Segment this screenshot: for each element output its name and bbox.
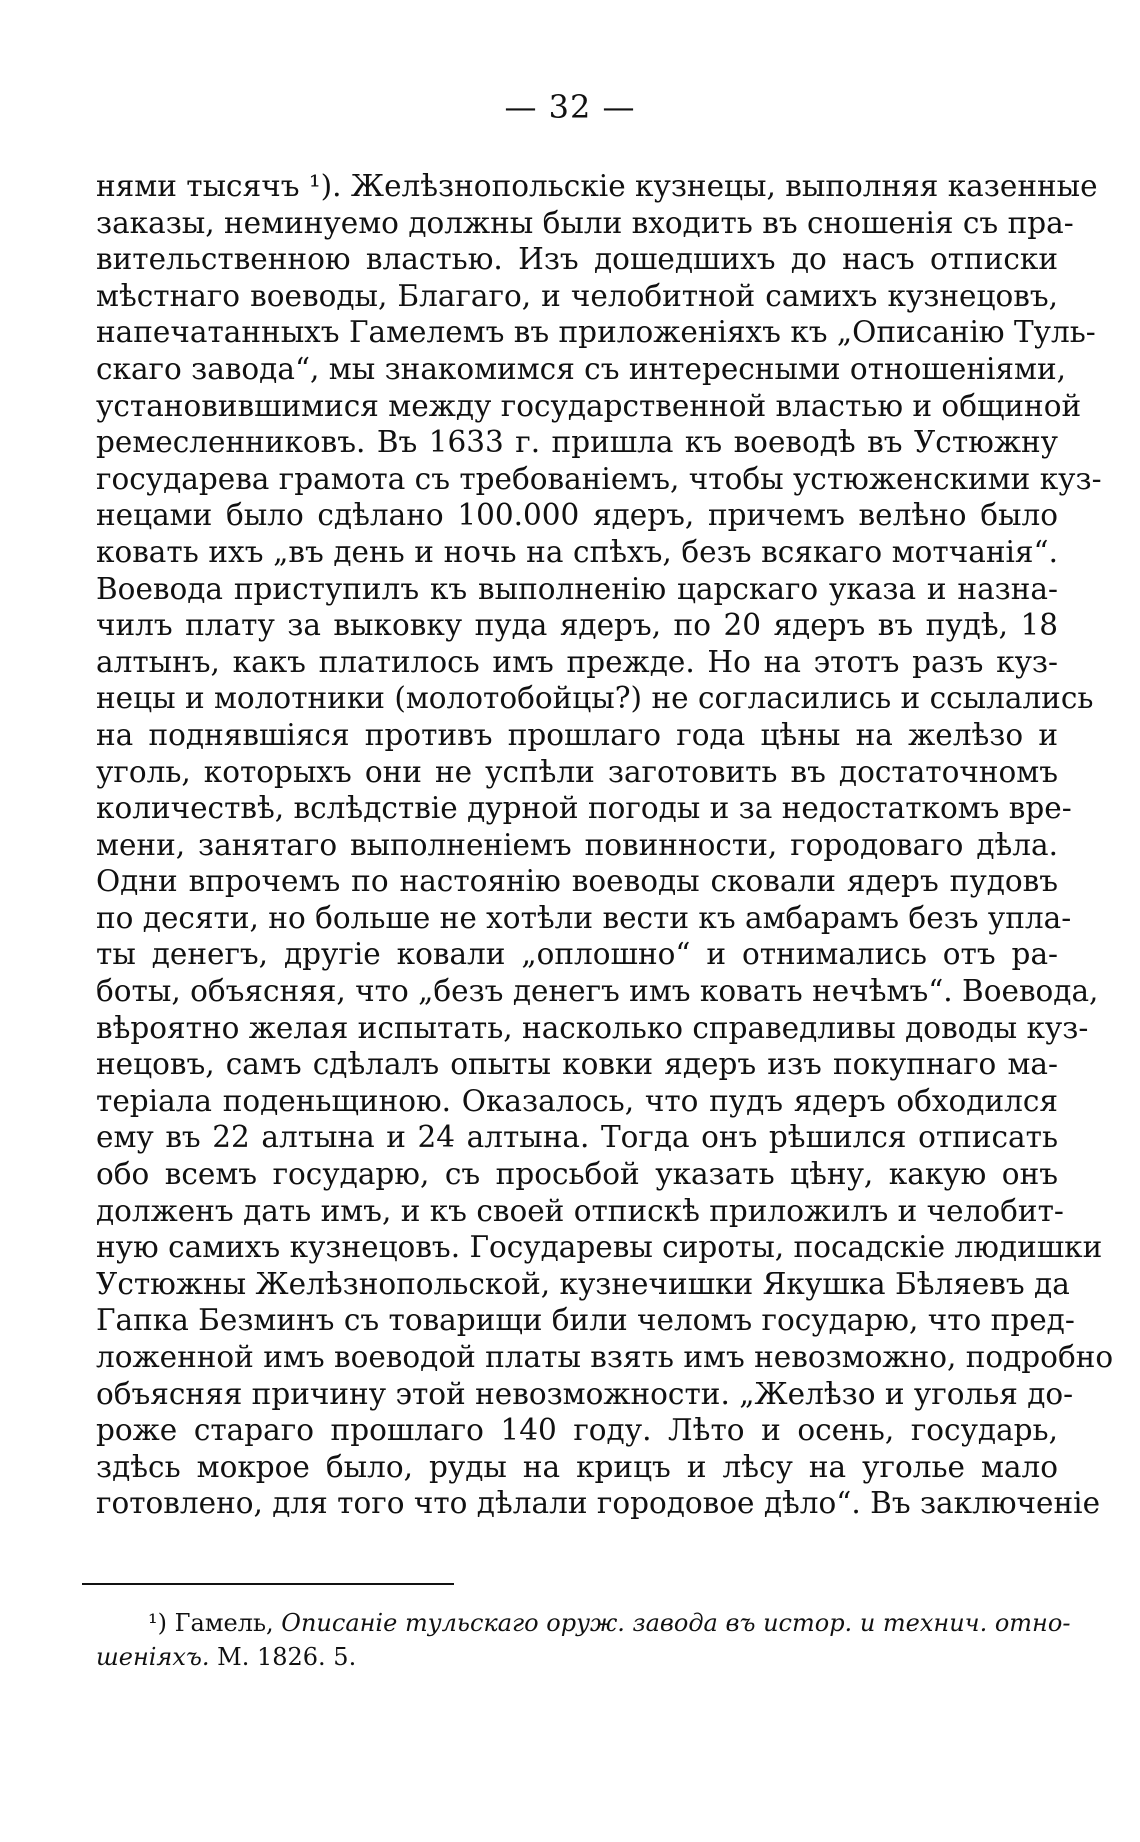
text-line: ложенной имъ воеводой платы взять имъ невозможно, подробно xyxy=(96,1340,1114,1374)
text-line: государева грамота съ требованіемъ, чтобы устюженскими куз- xyxy=(96,461,1102,496)
footnote-title-part2: шеніяхъ. xyxy=(96,1643,210,1671)
text-line: боты, объясняя, что „безъ денегъ имъ ковать нечѣмъ“. Воевода, xyxy=(96,974,1099,1009)
text-line: готовлено, для того что дѣлали городовое дѣло“. Въ заключеніе xyxy=(96,1486,1101,1521)
text-line: Устюжны Желѣзнопольской, кузнечишки Якушка Бѣляевъ да xyxy=(96,1266,1070,1301)
text-line: нецы и молотники (молотобойцы?) не согласились и ссылались xyxy=(96,681,1094,716)
text-line: вѣроятно желая испытать, насколько справедливы доводы куз- xyxy=(96,1010,1089,1045)
text-line: нецовъ, самъ сдѣлалъ опыты ковки ядеръ изъ покупнаго ма- xyxy=(96,1047,1058,1082)
text-line: долженъ дать имъ, и къ своей отпискѣ приложилъ и челобит- xyxy=(96,1193,1064,1228)
footnote-author: Гамель, xyxy=(174,1609,274,1637)
text-line: роже стараго прошлаго 140 году. Лѣто и осень, государь, xyxy=(96,1413,1058,1448)
footnote-marker: ¹) xyxy=(148,1609,167,1637)
text-line: установившимися между государственной властью и общиной xyxy=(96,388,1082,423)
main-text xyxy=(96,168,1114,1522)
text-line: ковать ихъ „въ день и ночь на спѣхъ, безъ всякаго мотчанія“. xyxy=(96,534,1058,569)
text-line: количествѣ, вслѣдствіе дурной погоды и за недостаткомъ вре- xyxy=(96,791,1072,826)
text-line: напечатанныхъ Гамелемъ въ приложеніяхъ къ „Описанію Туль- xyxy=(96,315,1096,350)
footnote-line-2 xyxy=(96,1640,1058,1674)
text-line: на поднявшіяся противъ прошлаго года цѣны на желѣзо и xyxy=(96,717,1058,752)
text-line: мѣстнаго воеводы, Благаго, и челобитной самихъ кузнецовъ, xyxy=(96,278,1058,313)
text-line: Одни впрочемъ по настоянію воеводы сковали ядеръ пудовъ xyxy=(96,864,1058,899)
footnote xyxy=(96,1606,1071,1674)
text-line: чилъ плату за выковку пуда ядеръ, по 20 ядеръ въ пудѣ, 18 xyxy=(96,608,1058,643)
text-line: ную самихъ кузнецовъ. Государевы сироты, посадскіе людишки xyxy=(96,1230,1103,1265)
text-line: уголь, которыхъ они не успѣли заготовить въ достаточномъ xyxy=(96,754,1058,789)
text-line: вительственною властью. Изъ дошедшихъ до насъ отписки xyxy=(96,242,1058,277)
text-line: ты денегъ, другіе ковали „оплошно“ и отнимались отъ ра- xyxy=(96,937,1058,972)
text-line: мени, занятаго выполненіемъ повинности, городоваго дѣла. xyxy=(96,827,1058,862)
text-line: ему въ 22 алтына и 24 алтына. Тогда онъ рѣшился отписать xyxy=(96,1120,1058,1155)
footnote-line-1 xyxy=(96,1606,1071,1640)
text-line: нецами было сдѣлано 100.000 ядеръ, причемъ велѣно было xyxy=(96,498,1058,533)
page-number: — 32 — xyxy=(504,88,636,126)
text-line: алтынъ, какъ платилось имъ прежде. Но на этотъ разъ куз- xyxy=(96,644,1058,679)
text-line: теріала поденьщиною. Оказалось, что пудъ ядеръ обходился xyxy=(96,1083,1058,1118)
text-line: нями тысячъ ¹). Желѣзнопольскіе кузнецы, выполняя казенные xyxy=(96,169,1098,203)
text-line: скаго завода“, мы знакомимся съ интересными отношеніями, xyxy=(96,351,1067,386)
text-line: Гапка Безминъ съ товарищи били челомъ государю, что пред- xyxy=(96,1303,1075,1338)
text-line: заказы, неминуемо должны были входить въ сношенія съ пра- xyxy=(96,205,1074,240)
footnote-title-part1: Описаніе тульскаго оруж. завода въ истор. и технич. отно- xyxy=(281,1609,1071,1637)
text-line: по десяти, но больше не хотѣли вести къ амбарамъ безъ упла- xyxy=(96,900,1072,935)
footnote-separator xyxy=(82,1583,454,1585)
text-line: Воевода приступилъ къ выполненію царскаго указа и назна- xyxy=(96,571,1058,606)
text-line: обо всемъ государю, съ просьбой указать цѣну, какую онъ xyxy=(96,1157,1058,1192)
text-line: ремесленниковъ. Въ 1633 г. пришла къ воеводѣ въ Устюжну xyxy=(96,425,1058,460)
footnote-place-year: М. 1826. 5. xyxy=(217,1643,357,1671)
text-line: объясняя причину этой невозможности. „Желѣзо и уголья до- xyxy=(96,1376,1074,1411)
text-line: здѣсь мокрое было, руды на крицъ и лѣсу на уголье мало xyxy=(96,1449,1058,1484)
